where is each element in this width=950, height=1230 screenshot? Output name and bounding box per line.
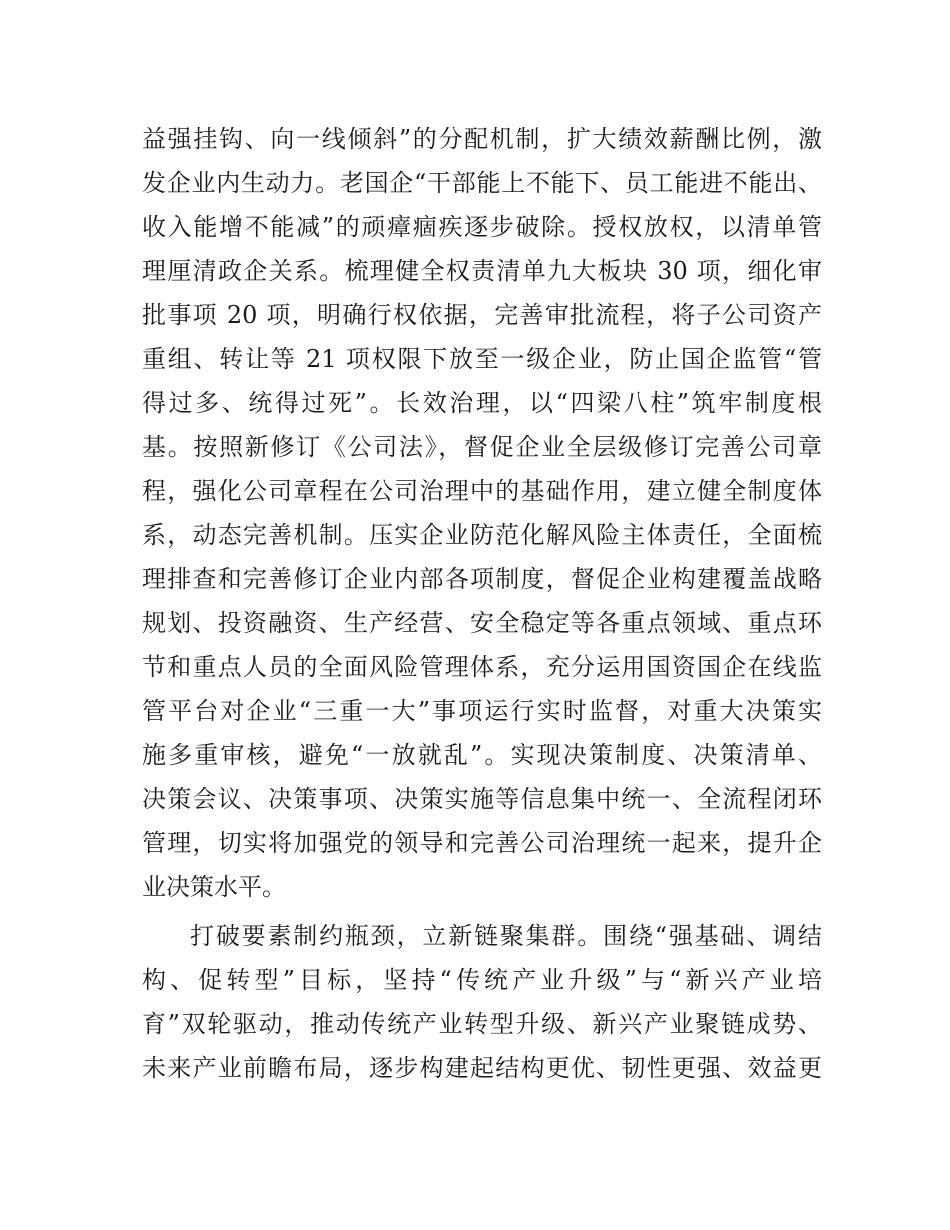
paragraph-1-line-8: 基。按照新修订《公司法》，督促企业全层级修订完善公司章 xyxy=(142,433,822,461)
paragraph-1-line-11: 理排查和完善修订企业内部各项制度，督促企业构建覆盖战略 xyxy=(142,565,822,593)
paragraph-1-line-16: 决策会议、决策事项、决策实施等信息集中统一、全流程闭环 xyxy=(142,785,822,813)
paragraph-2-line-1: 打破要素制约瓶颈，立新链聚集群。围绕“强基础、调结 xyxy=(190,922,822,950)
paragraph-1-line-18: 业决策水平。 xyxy=(142,873,286,901)
paragraph-1-line-4: 理厘清政企关系。梳理健全权责清单九大板块 30 项，细化审 xyxy=(142,257,822,285)
paragraph-1-line-17: 管理，切实将加强党的领导和完善公司治理统一起来，提升企 xyxy=(142,829,822,857)
paragraph-2-line-4: 未来产业前瞻布局，逐步构建起结构更优、韧性更强、效益更 xyxy=(142,1054,822,1082)
paragraph-1-line-12: 规划、投资融资、生产经营、安全稳定等各重点领域、重点环 xyxy=(142,609,822,637)
paragraph-1-line-1: 益强挂钩、向一线倾斜”的分配机制，扩大绩效薪酬比例，激 xyxy=(142,125,822,153)
paragraph-1-line-7: 得过多、统得过死”。长效治理，以“四梁八柱”筑牢制度根 xyxy=(142,389,822,417)
paragraph-1-line-13: 节和重点人员的全面风险管理体系，充分运用国资国企在线监 xyxy=(142,653,822,681)
paragraph-1-line-6: 重组、转让等 21 项权限下放至一级企业，防止国企监管“管 xyxy=(142,345,822,373)
paragraph-2-line-2: 构、促转型”目标，坚持“传统产业升级”与“新兴产业培 xyxy=(142,966,822,994)
paragraph-1-line-10: 系，动态完善机制。压实企业防范化解风险主体责任，全面梳 xyxy=(142,521,822,549)
paragraph-2-line-3: 育”双轮驱动，推动传统产业转型升级、新兴产业聚链成势、 xyxy=(142,1010,822,1038)
paragraph-1-line-5: 批事项 20 项，明确行权依据，完善审批流程，将子公司资产 xyxy=(142,301,822,329)
paragraph-1-line-14: 管平台对企业“三重一大”事项运行实时监督，对重大决策实 xyxy=(142,697,822,725)
paragraph-1-line-15: 施多重审核，避免“一放就乱”。实现决策制度、决策清单、 xyxy=(142,741,822,769)
paragraph-1-line-2: 发企业内生动力。老国企“干部能上不能下、员工能进不能出、 xyxy=(142,169,822,197)
paragraph-1-line-3: 收入能增不能减”的顽瘴痼疾逐步破除。授权放权，以清单管 xyxy=(142,213,822,241)
paragraph-1-line-9: 程，强化公司章程在公司治理中的基础作用，建立健全制度体 xyxy=(142,477,822,505)
